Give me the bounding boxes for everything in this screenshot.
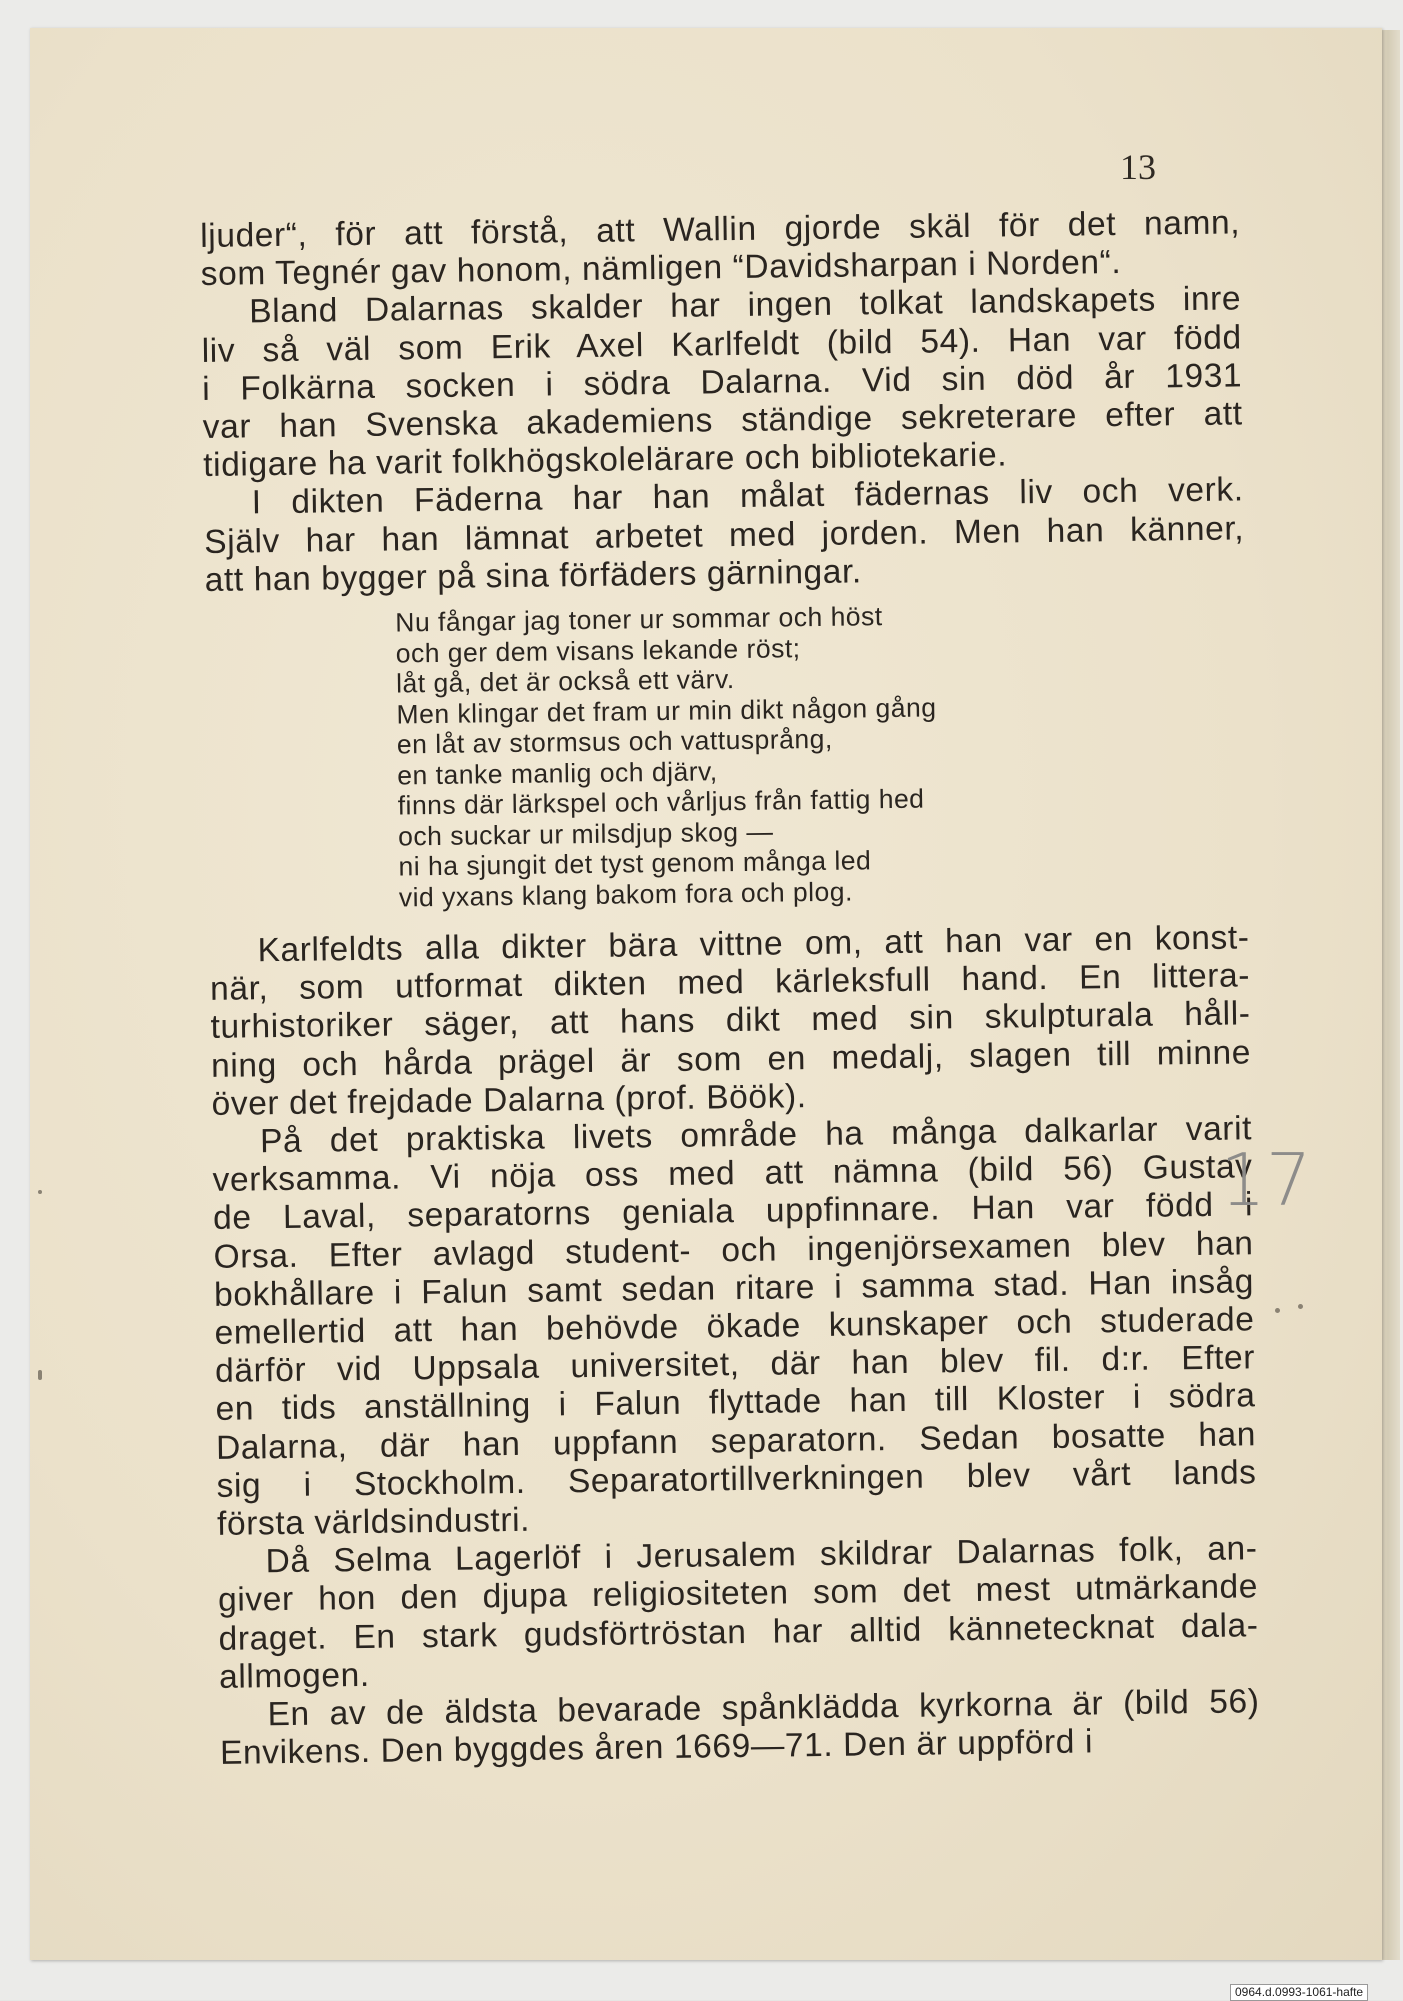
page-number: 13 bbox=[1120, 147, 1156, 187]
text-line: när, som utformat dikten med kärleksfull hand. En littera- bbox=[209, 957, 1251, 1009]
text-line: turhistoriker säger, att hans dikt med sin skulpturala håll- bbox=[210, 995, 1251, 1047]
text-line: i Folkärna socken i södra Dalarna. Vid sin död år 1931 bbox=[202, 357, 1243, 408]
poem bbox=[395, 596, 1249, 912]
body-text bbox=[200, 204, 1260, 1773]
paragraphs-before-poem bbox=[200, 204, 1245, 600]
paragraphs-after-poem bbox=[209, 919, 1260, 1773]
text-line: ning och hårda prägel är som en medalj, slagen till minne bbox=[210, 1033, 1252, 1085]
text-line: En av de äldsta bevarade spånklädda kyrkorna är (bild 56) bbox=[267, 1683, 1260, 1734]
poem-line: en låt av stormsus och vattusprång, bbox=[396, 723, 833, 760]
text-line: som Tegnér gav honom, nämligen “Davidsharpan i Norden“. bbox=[200, 244, 1122, 294]
text-line: sig i Stockholm. Separatortillverkningen blev vårt lands bbox=[216, 1454, 1257, 1505]
text-line: därför vid Uppsala universitet, där han blev fil. d:r. Efter bbox=[214, 1339, 1256, 1391]
margin-annotation: 17 bbox=[1220, 1138, 1312, 1222]
text-line: de Laval, separatorns geniala uppfinnare. Han var född i bbox=[212, 1186, 1254, 1238]
poem-line: Men klingar det fram ur min dikt någon gång bbox=[396, 691, 937, 730]
text-line: liv så väl som Erik Axel Karlfeldt (bild 54). Han var född bbox=[201, 318, 1242, 370]
text-line: Orsa. Efter avlagd student- och ingenjörsexamen blev han bbox=[213, 1224, 1254, 1276]
text-line: giver hon den djupa religiositeten som det mest utmärkande bbox=[217, 1568, 1259, 1620]
text-line: verksamma. Vi nöja oss med att nämna (bild 56) Gustav bbox=[212, 1148, 1253, 1200]
text-line: Envikens. Den byggdes åren 1669—71. Den är uppförd i bbox=[219, 1723, 1094, 1773]
poem-line: finns där lärkspel och vårljus från fattig hed bbox=[397, 783, 925, 821]
text-line: Då Selma Lagerlöf i Jerusalem skildrar Dalarnas folk, an- bbox=[265, 1530, 1258, 1581]
text-line: bokhållare i Falun samt sedan ritare i samma stad. Han insåg bbox=[213, 1263, 1255, 1314]
poem-line: vid yxans klang bakom fora och plog. bbox=[398, 876, 854, 912]
text-line: över det frejdade Dalarna (prof. Böök). bbox=[211, 1077, 807, 1123]
text-line: Dalarna, där han uppfann separatorn. Sedan bosatte han bbox=[215, 1415, 1257, 1467]
text-line: I dikten Fäderna har han målat fädernas liv och verk. bbox=[251, 471, 1244, 522]
text-line: På det praktiska livets område ha många dalkarlar varit bbox=[259, 1110, 1253, 1161]
text-line: Bland Dalarnas skalder har ingen tolkat landskapets inre bbox=[248, 280, 1242, 331]
poem-line: och suckar ur milsdjup skog — bbox=[397, 816, 774, 851]
text-line: draget. En stark gudsförtröstan har alltid kännetecknat dala- bbox=[218, 1606, 1259, 1658]
text-line: allmogen. bbox=[218, 1656, 370, 1696]
text-line: att han bygger på sina förfäders gärningar. bbox=[204, 553, 863, 599]
file-id-label: 0964.d.0993-1061-hafte bbox=[1230, 1984, 1368, 2001]
text-line: emellertid att han behövde ökade kunskaper och studerade bbox=[214, 1301, 1255, 1352]
paper-speck bbox=[1298, 1304, 1303, 1309]
text-line: första världsindustri. bbox=[216, 1501, 531, 1543]
poem-line: en tanke manlig och djärv, bbox=[397, 755, 718, 790]
text-line: Karlfeldts alla dikter bära vittne om, att han var en konst- bbox=[257, 919, 1250, 970]
text-line: var han Svenska akademiens ständige sekreterare efter att bbox=[202, 395, 1243, 446]
poem-line: ni ha sjungit det tyst genom många led bbox=[398, 845, 872, 882]
text-line: tidigare ha varit folkhögskolelärare och bibliotekarie. bbox=[203, 436, 1008, 485]
text-line: Själv har han lämnat arbetet med jorden. Men han känner, bbox=[204, 509, 1245, 561]
paper-speck bbox=[38, 1190, 42, 1194]
text-line: en tids anställning i Falun flyttade han till Kloster i södra bbox=[215, 1377, 1256, 1429]
paper-speck bbox=[38, 1370, 42, 1380]
paper-speck bbox=[1275, 1308, 1280, 1313]
text-line: ljuder“, för att förstå, att Wallin gjorde skäl för det namn, bbox=[200, 204, 1241, 255]
poem-line: och ger dem visans lekande röst; bbox=[395, 632, 801, 669]
poem-line: Nu fångar jag toner ur sommar och höst bbox=[395, 601, 883, 638]
document-page bbox=[30, 28, 1382, 1960]
poem-line: låt gå, det är också ett värv. bbox=[395, 664, 735, 699]
